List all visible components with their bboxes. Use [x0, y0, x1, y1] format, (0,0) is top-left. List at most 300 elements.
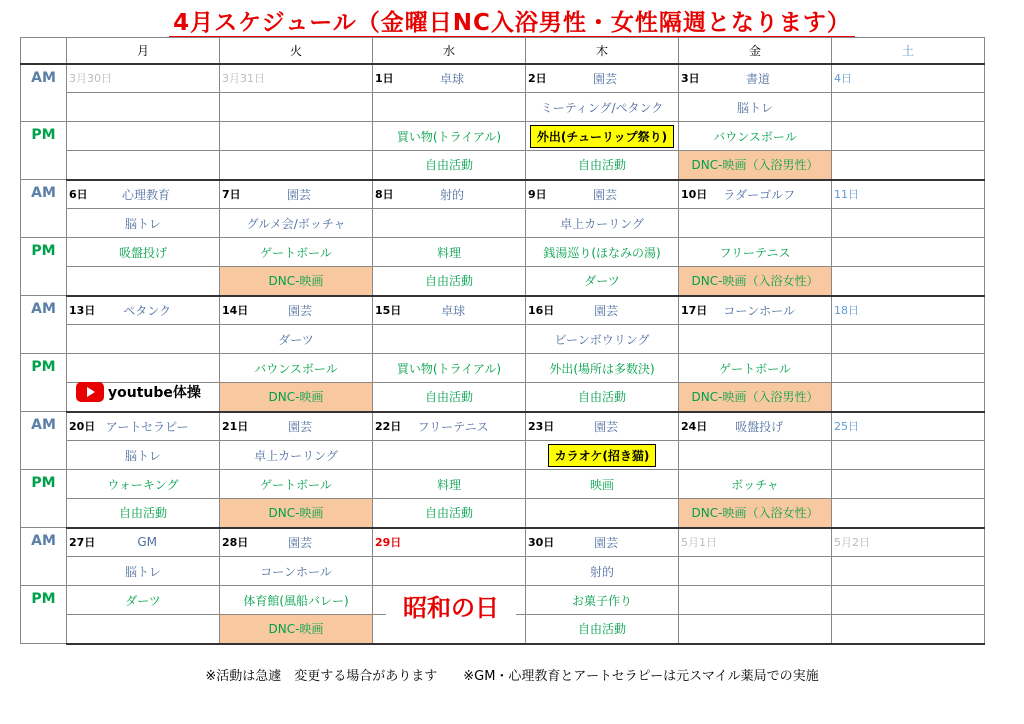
schedule-cell: [679, 557, 832, 586]
activity-label: 自由活動: [577, 622, 626, 637]
date-number: 13日: [69, 304, 96, 318]
schedule-cell: [67, 586, 220, 615]
schedule-cell: [832, 470, 985, 499]
date-number: 7日: [222, 188, 241, 202]
schedule-cell: [220, 499, 373, 528]
schedule-cell: [220, 64, 373, 93]
schedule-cell: [67, 64, 220, 93]
am-label: AM: [21, 64, 67, 122]
activity-cell: [832, 557, 984, 585]
activity-label: バウンスボール: [254, 361, 338, 376]
schedule-cell: [67, 528, 220, 557]
activity-cell: [220, 383, 372, 411]
activity-label: 園芸: [288, 535, 313, 550]
schedule-cell: [67, 209, 220, 238]
activity-cell: [526, 557, 678, 585]
activity-cell: [832, 238, 984, 266]
pm-label: PM: [21, 354, 67, 412]
activity-cell: [220, 499, 372, 527]
schedule-cell: [220, 93, 373, 122]
activity-label: 自由活動: [424, 158, 473, 173]
schedule-cell: [67, 151, 220, 180]
date-cell: [679, 297, 831, 325]
schedule-cell: [220, 470, 373, 499]
schedule-cell: [679, 180, 832, 209]
date-number: 11日: [834, 188, 859, 202]
date-cell: [373, 413, 525, 441]
date-cell: [67, 297, 219, 325]
activity-cell: [832, 93, 984, 121]
date-cell: [832, 529, 984, 557]
date-cell: [832, 181, 984, 209]
date-number: 18日: [834, 304, 859, 318]
date-number: 3月31日: [222, 72, 265, 86]
schedule-cell: [679, 383, 832, 412]
schedule-cell: [526, 528, 679, 557]
schedule-row: [21, 267, 985, 296]
schedule-cell: [220, 528, 373, 557]
activity-label: 銭湯巡り(ほなみの湯): [543, 245, 661, 260]
activity-cell: [679, 122, 831, 150]
activity-label: 園芸: [288, 303, 313, 318]
date-number: 29日: [375, 536, 402, 550]
schedule-row: [21, 93, 985, 122]
highlight-badge: 外出(チューリップ祭り): [530, 125, 674, 148]
schedule-cell: [526, 122, 679, 151]
schedule-cell: [67, 412, 220, 441]
schedule-cell: [373, 354, 526, 383]
schedule-cell: [526, 209, 679, 238]
activity-cell: [67, 209, 219, 237]
date-cell: [220, 297, 372, 325]
activity-label: GM: [137, 535, 157, 550]
activity-label: DNC-映画（入浴女性）: [691, 274, 819, 289]
schedule-cell: [67, 441, 220, 470]
activity-label: アートセラピー: [105, 419, 189, 434]
date-cell: [679, 181, 831, 209]
schedule-cell: [220, 180, 373, 209]
activity-label: DNC-映画: [268, 506, 324, 521]
schedule-cell: [220, 383, 373, 412]
activity-label: 吸盤投げ: [735, 419, 784, 434]
activity-cell: [832, 470, 984, 498]
schedule-cell: [679, 93, 832, 122]
activity-cell: [679, 354, 831, 382]
activity-label: 自由活動: [577, 390, 626, 405]
date-number: 5月2日: [834, 536, 870, 550]
activity-cell: [67, 238, 219, 266]
schedule-cell: [526, 93, 679, 122]
activity-cell: [373, 354, 525, 382]
activity-label: 園芸: [592, 187, 617, 202]
date-cell: [526, 297, 678, 325]
activity-label: 自由活動: [577, 158, 626, 173]
activity-label: ビーンボウリング: [554, 332, 650, 347]
schedule-cell: [373, 238, 526, 267]
activity-cell: [220, 441, 372, 469]
activity-cell: [373, 93, 525, 121]
schedule-cell: [679, 209, 832, 238]
activity-label: 園芸: [594, 535, 619, 550]
activity-label: ミーティング/ペタンク: [540, 100, 664, 115]
activity-label: 料理: [436, 245, 461, 260]
activity-cell: [373, 209, 525, 237]
activity-label: ゲートボール: [260, 245, 332, 260]
activity-cell: [526, 615, 678, 643]
activity-label: 脳トレ: [736, 100, 773, 115]
activity-label: [526, 444, 678, 467]
activity-label: 卓上カーリング: [254, 448, 338, 463]
schedule-cell: [679, 325, 832, 354]
schedule-cell: [832, 499, 985, 528]
pm-label: PM: [21, 122, 67, 180]
activity-cell: [526, 209, 678, 237]
schedule-cell: [220, 325, 373, 354]
date-number: 3月30日: [69, 72, 112, 86]
activity-cell: [679, 470, 831, 498]
schedule-cell: [220, 441, 373, 470]
activity-label: 園芸: [594, 419, 619, 434]
schedule-cell: [373, 528, 526, 557]
activity-cell: [373, 238, 525, 266]
activity-cell: [220, 93, 372, 121]
date-cell: [373, 297, 525, 325]
schedule-cell: [526, 557, 679, 586]
activity-cell: [220, 209, 372, 237]
date-cell: [526, 529, 678, 557]
schedule-row: [21, 354, 985, 383]
schedule-cell: [526, 354, 679, 383]
footer-note: ※活動は急遽 変更する場合があります ※GM・心理教育とアートセラピーは元スマイル薬局での実施: [205, 669, 819, 684]
activity-label: 園芸: [288, 419, 313, 434]
activity-cell: [526, 238, 678, 266]
schedule-row: [21, 412, 985, 441]
activity-cell: [832, 209, 984, 237]
schedule-cell: [373, 93, 526, 122]
schedule-cell: [373, 151, 526, 180]
schedule-row: [21, 180, 985, 209]
schedule-row: [21, 296, 985, 325]
schedule-cell: [220, 354, 373, 383]
am-label: AM: [21, 528, 67, 586]
activity-cell: [373, 151, 525, 179]
activity-cell: [526, 267, 678, 295]
schedule-cell: [373, 180, 526, 209]
date-cell: [220, 181, 372, 209]
date-number: 16日: [528, 304, 555, 318]
date-cell: [526, 181, 678, 209]
activity-cell: [67, 325, 219, 353]
schedule-cell: [526, 412, 679, 441]
schedule-cell: [373, 383, 526, 412]
header-cell: 火: [220, 38, 373, 64]
activity-label: 書道: [745, 71, 770, 86]
date-number: 1日: [375, 72, 394, 86]
activity-label: ダーツ: [278, 332, 314, 347]
activity-label: 園芸: [286, 187, 311, 202]
activity-cell: [679, 151, 831, 179]
am-label: AM: [21, 180, 67, 238]
schedule-cell: [679, 499, 832, 528]
header-cell: [21, 38, 67, 64]
activity-label: DNC-映画（入浴女性）: [691, 506, 819, 521]
activity-cell: [67, 151, 219, 179]
schedule-cell: [373, 412, 526, 441]
activity-cell: [832, 499, 984, 527]
activity-cell: [373, 383, 525, 411]
date-number: 28日: [222, 536, 249, 550]
schedule-cell: [832, 528, 985, 557]
youtube-label: youtube体操: [108, 385, 201, 401]
schedule-cell: [67, 499, 220, 528]
header-cell: 水: [373, 38, 526, 64]
activity-cell: [220, 615, 372, 643]
activity-label: バウンスボール: [713, 129, 797, 144]
date-cell: [832, 413, 984, 441]
activity-cell: [832, 383, 984, 411]
activity-cell: [832, 586, 984, 614]
date-number: 21日: [222, 420, 249, 434]
schedule-cell: [67, 557, 220, 586]
schedule-cell: [832, 296, 985, 325]
activity-cell: [526, 383, 678, 411]
schedule-cell: [679, 238, 832, 267]
activity-cell: [526, 354, 678, 382]
schedule-cell: [220, 296, 373, 325]
activity-label: ダーツ: [125, 593, 161, 608]
activity-cell: [526, 122, 678, 150]
schedule-cell: [832, 93, 985, 122]
schedule-cell: [526, 238, 679, 267]
schedule-cell: [526, 64, 679, 93]
date-number: 8日: [375, 188, 394, 202]
date-number: 20日: [69, 420, 96, 434]
activity-cell: [67, 122, 219, 150]
holiday-label: 昭和の日: [386, 588, 516, 623]
activity-label: DNC-映画（入浴男性）: [691, 158, 819, 173]
schedule-cell: [832, 412, 985, 441]
date-cell: [67, 181, 219, 209]
date-number: 25日: [834, 420, 859, 434]
activity-cell: [373, 470, 525, 498]
date-cell: [220, 65, 372, 93]
youtube-play-icon: [76, 382, 104, 402]
schedule-cell: [526, 180, 679, 209]
activity-label: ラダーゴルフ: [723, 187, 796, 202]
activity-cell: [526, 499, 678, 527]
activity-cell: [526, 325, 678, 353]
activity-cell: [67, 267, 219, 295]
activity-cell: [526, 470, 678, 498]
date-number: 9日: [528, 188, 547, 202]
pm-label: PM: [21, 586, 67, 644]
date-cell: [832, 65, 984, 93]
date-cell: [67, 529, 219, 557]
date-number: 15日: [375, 304, 402, 318]
activity-cell: [67, 499, 219, 527]
schedule-cell: [373, 325, 526, 354]
schedule-cell: [373, 122, 526, 151]
schedule-cell: [220, 557, 373, 586]
activity-cell: [373, 499, 525, 527]
activity-cell: [67, 557, 219, 585]
activity-label: 外出(場所は多数決): [549, 361, 655, 376]
activity-cell: [220, 354, 372, 382]
activity-label: ウォーキング: [107, 477, 179, 492]
schedule-cell: [679, 412, 832, 441]
activity-label: 自由活動: [118, 506, 167, 521]
schedule-row: [21, 238, 985, 267]
schedule-cell: [832, 238, 985, 267]
date-number: 4日: [834, 72, 852, 86]
schedule-cell: [679, 151, 832, 180]
date-cell: [373, 65, 525, 93]
schedule-cell: [220, 615, 373, 644]
pm-label: PM: [21, 238, 67, 296]
activity-label: フリーテニス: [719, 245, 791, 260]
activity-label: 買い物(トライアル): [396, 361, 502, 376]
date-cell: [526, 65, 678, 93]
activity-cell: [832, 151, 984, 179]
schedule-row: [21, 470, 985, 499]
date-cell: [832, 297, 984, 325]
schedule-cell: [67, 238, 220, 267]
activity-label: [526, 125, 678, 148]
activity-label: 心理教育: [121, 187, 170, 202]
activity-label: 自由活動: [424, 274, 473, 289]
schedule-cell: [220, 412, 373, 441]
activity-cell: [526, 93, 678, 121]
schedule-cell: [832, 151, 985, 180]
activity-cell: [832, 354, 984, 382]
date-number: 30日: [528, 536, 555, 550]
activity-cell: [679, 267, 831, 295]
pm-label: PM: [21, 470, 67, 528]
schedule-cell: [526, 151, 679, 180]
schedule-cell: [67, 122, 220, 151]
date-number: 10日: [681, 188, 708, 202]
schedule-cell: [679, 586, 832, 615]
date-number: 27日: [69, 536, 96, 550]
activity-label: 自由活動: [424, 390, 473, 405]
activity-label: 吸盤投げ: [118, 245, 167, 260]
schedule-cell: [679, 267, 832, 296]
activity-cell: [679, 93, 831, 121]
schedule-cell: [832, 354, 985, 383]
schedule-table: [20, 37, 985, 645]
schedule-cell: [832, 441, 985, 470]
schedule-cell: [832, 557, 985, 586]
date-cell: [679, 413, 831, 441]
activity-cell: [373, 122, 525, 150]
schedule-row: [21, 528, 985, 557]
date-number: 17日: [681, 304, 708, 318]
header-row: [21, 38, 985, 64]
activity-cell: [679, 383, 831, 411]
activity-cell: [832, 441, 984, 469]
activity-label: コーンホール: [723, 303, 795, 318]
schedule-cell: [526, 267, 679, 296]
activity-label: ゲートボール: [260, 477, 332, 492]
schedule-cell: [220, 151, 373, 180]
activity-cell: [67, 615, 219, 643]
activity-cell: [67, 354, 219, 382]
activity-cell: [679, 441, 831, 469]
am-label: AM: [21, 296, 67, 354]
schedule-cell: [679, 122, 832, 151]
activity-cell: [832, 122, 984, 150]
date-number: 2日: [528, 72, 547, 86]
date-number: 23日: [528, 420, 555, 434]
schedule-cell: [679, 470, 832, 499]
activity-cell: [526, 586, 678, 614]
activity-label: DNC-映画（入浴男性）: [691, 390, 819, 405]
date-cell: [67, 65, 219, 93]
schedule-cell: [526, 470, 679, 499]
activity-label: 卓球: [439, 71, 464, 86]
schedule-cell: [832, 64, 985, 93]
schedule-cell: [67, 296, 220, 325]
schedule-cell: [67, 180, 220, 209]
activity-label: 射的: [439, 187, 464, 202]
activity-cell: [679, 499, 831, 527]
schedule-cell: [373, 441, 526, 470]
activity-label: 園芸: [594, 303, 619, 318]
activity-cell: [220, 325, 372, 353]
schedule-cell: [373, 267, 526, 296]
schedule-cell: [832, 325, 985, 354]
date-cell: [373, 529, 525, 557]
schedule-row: [21, 325, 985, 354]
activity-label: 園芸: [592, 71, 617, 86]
schedule-cell: [220, 122, 373, 151]
activity-cell: [679, 325, 831, 353]
schedule-cell: [526, 441, 679, 470]
header-cell: 金: [679, 38, 832, 64]
schedule-cell: [220, 267, 373, 296]
page-title: 4月スケジュール（金曜日NC入浴男性・女性隔週となります）: [0, 4, 1024, 37]
schedule-cell: [679, 354, 832, 383]
activity-cell: [526, 151, 678, 179]
activity-label: 卓球: [441, 303, 466, 318]
schedule-cell: [67, 267, 220, 296]
schedule-cell: [832, 615, 985, 644]
schedule-cell: [67, 93, 220, 122]
activity-label: DNC-映画: [268, 274, 324, 289]
schedule-cell: [373, 470, 526, 499]
date-cell: [679, 529, 831, 557]
schedule-cell: [526, 325, 679, 354]
schedule-cell: [67, 615, 220, 644]
schedule-row: [21, 122, 985, 151]
highlight-badge: カラオケ(招き猫): [548, 444, 657, 467]
activity-label: フリーテニス: [417, 419, 489, 434]
schedule-cell: [526, 383, 679, 412]
schedule-cell: [679, 528, 832, 557]
activity-label: 料理: [436, 477, 461, 492]
date-cell: [679, 65, 831, 93]
schedule-cell: [679, 441, 832, 470]
activity-label: DNC-映画: [268, 622, 324, 637]
activity-cell: [373, 557, 525, 585]
schedule-cell: [832, 180, 985, 209]
schedule-cell: [67, 325, 220, 354]
activity-label: コーンホール: [260, 564, 332, 579]
schedule-row: [21, 441, 985, 470]
date-cell: [67, 413, 219, 441]
activity-label: 射的: [589, 564, 614, 579]
schedule-cell: [220, 209, 373, 238]
